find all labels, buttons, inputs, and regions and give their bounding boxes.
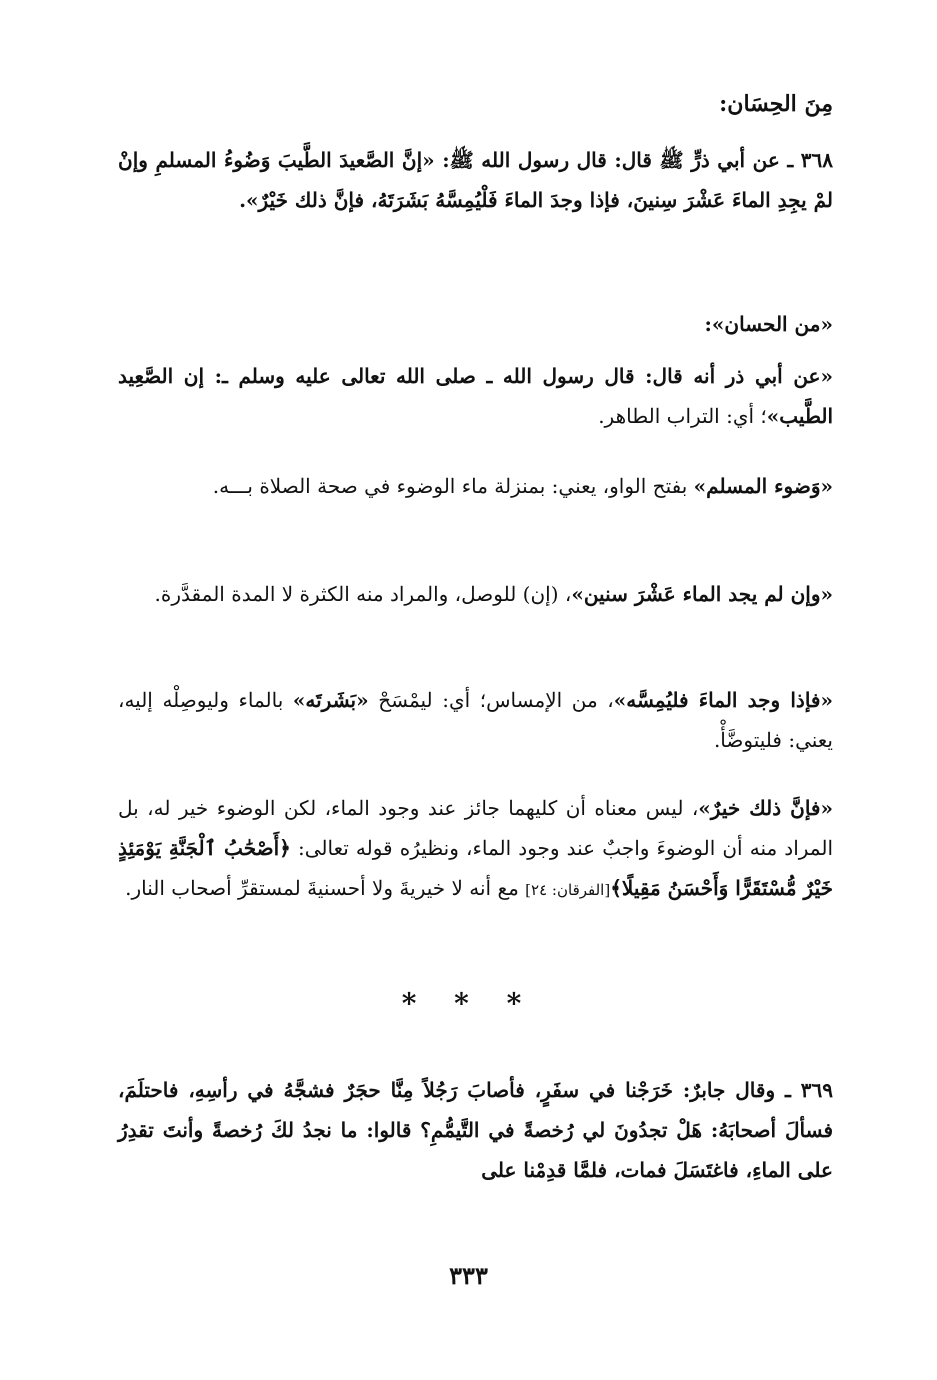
page-number: ٣٣٣ [449,1261,488,1290]
commentary-paragraph-4 [118,680,833,760]
commentary-text: ، (إن) للوصل، والمراد منه الكثرة لا المدة المقدَّرة. [154,582,572,606]
commentary-quote: «عن أبي ذر أنه قال: قال رسول الله ـ صلى الله تعالى عليه وسلم ـ: إن الصَّعِيد الطَّيب» [118,364,833,428]
commentary-text: ، من الإمساس؛ أي: ليمْسَحْ [368,688,614,712]
commentary-text: بفتح الواو، يعني: بمنزلة ماء الوضوء في صحة الصلاة بـــه. [212,474,694,498]
quran-verse: ﴿أَصْحَٰبُ ٱلْجَنَّةِ يَوْمَئِذٍ خَيْرٌ مُّسْتَقَرًّا وَأَحْسَنُ مَقِيلًا﴾ [118,836,833,900]
commentary-text: مع أنه لا خيريةَ ولا أحسنيةَ لمستقرِّ أصحاب النار. [125,876,526,900]
hadith-369: ٣٦٩ ـ وقال جابرٌ: خَرَجْنا في سفَرٍ، فأصابَ رَجُلاً مِنَّا حجَرٌ فشجَّهُ في رأسِهِ، فاحتلَمَ، فسألَ أصحابَهُ: هَلْ تجدُونَ لي رُخصةً في التَّيمُّمِ؟ قالوا: ما نجدُ لكَ رُخصةً وأنتَ تقدِرُ على الماءِ، فاغتَسَلَ فمات، فلمَّا قدِمْنا على [118,1078,833,1182]
verse-reference: [الفرقان: ٢٤] [525,881,611,899]
section-heading: مِنَ الحِسَان: [719,91,833,117]
commentary-paragraph-1 [118,356,833,436]
section-separator: * * * [401,987,536,1020]
commentary-paragraph-2 [118,466,833,506]
commentary-quote: «وَضوء المسلم» [693,474,833,498]
commentary-quote: «فإنَّ ذلك خيرٌ» [698,796,833,820]
commentary-text: بالماء وليوصِلْه إليه، يعني: فليتوضَّأْ. [118,688,833,752]
commentary-text: ، ليس معناه أن كليهما جائز عند وجود الماء، لكن الوضوء خير له، بل المراد منه أن الوضوءَ واجبٌ عند وجود الماء، ونظيرُه قوله تعالى: [118,796,834,860]
commentary-paragraph-5 [118,788,833,910]
hadith-368: ٣٦٨ ـ عن أبي ذرٍّ ﷺ قال: قال رسول الله ﷺ: «إنَّ الصَّعيدَ الطَّيبَ وَضُوءُ المسلمِ وإنْ لمْ يجِدِ الماءَ عَشْرَ سِنينَ، فإذا وجدَ الماءَ فَلْيُمِسَّهُ بَشَرَتَهُ، فإنَّ ذلك خَيْرٌ». [118,148,833,212]
commentary-quote: «بَشَرتَه» [292,688,369,712]
commentary-quote: «فإذا وجد الماءَ فليُمِسَّه» [613,688,833,712]
commentary-paragraph-3 [118,574,833,614]
commentary-heading: «من الحسان»: [704,312,833,336]
commentary-text: ؛ أي: التراب الطاهر. [598,404,767,428]
commentary-quote: «وإن لم يجد الماء عَشْرَ سنين» [571,582,833,606]
